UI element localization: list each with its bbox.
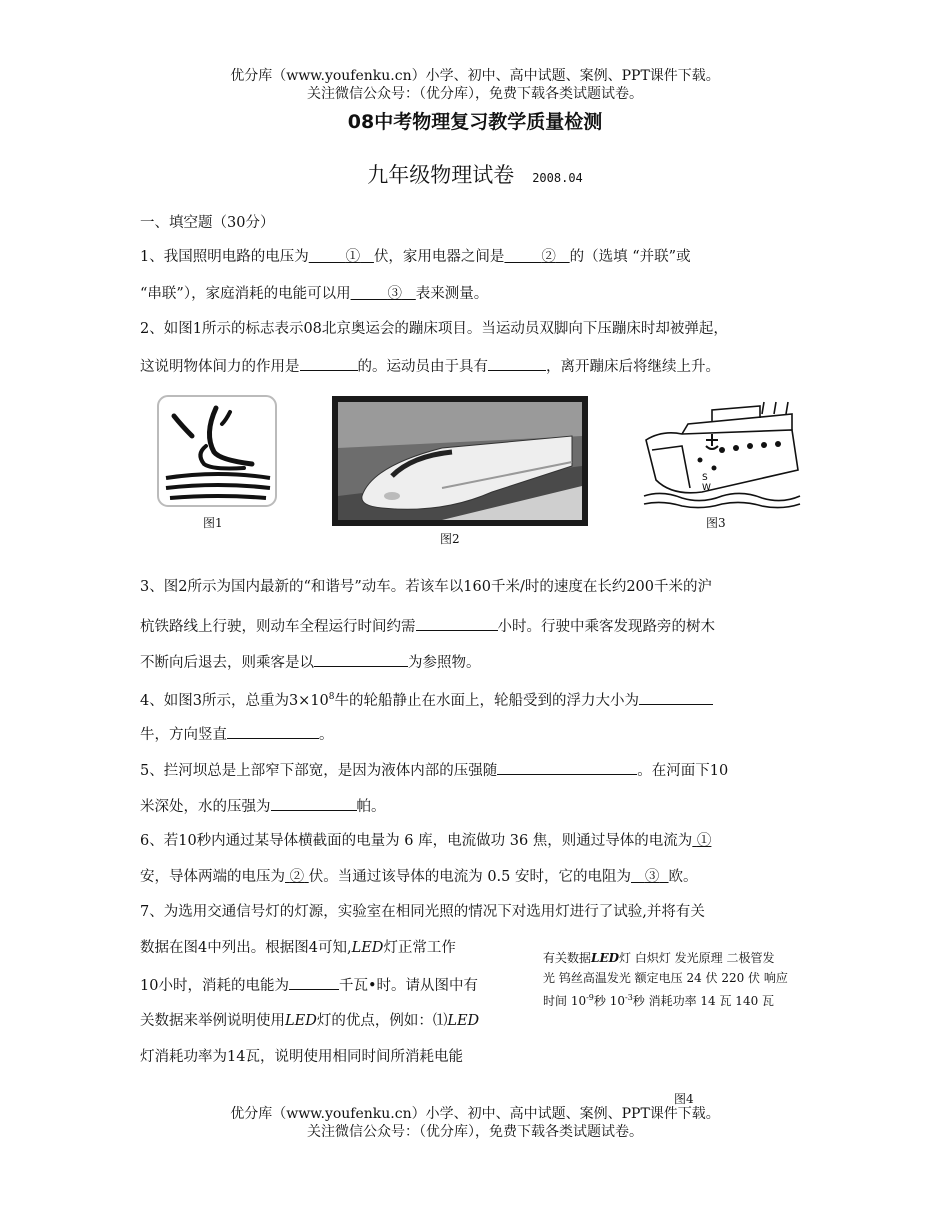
- q7-led-1: LED: [351, 940, 384, 956]
- q5-blank-1: [497, 760, 637, 775]
- q6-blank-1: [692, 833, 711, 849]
- q1-blank-3-label: ③: [387, 286, 402, 302]
- figure-2-train-photo: [332, 396, 588, 526]
- question-1-line-1: [140, 248, 691, 266]
- q6-text-a: 6、若10秒内通过某导体横截面的电量为 6 库，电流做功 36 焦，则通过导体的电流为: [140, 833, 693, 849]
- q2-text-a: 这说明物体间力的作用是: [140, 359, 300, 375]
- q4-text-c: 牛，方向竖直: [140, 727, 227, 743]
- q6-blank-3-label: ③: [644, 869, 660, 885]
- section-heading: 一、填空题（30分）: [140, 215, 275, 231]
- q3-text-a: 杭铁路线上行驶，则动车全程运行时间约需: [140, 619, 416, 635]
- q7-text-l2b: 灯正常工作: [383, 940, 456, 956]
- figure-1-trampoline-logo: [156, 394, 280, 510]
- q6-text-d: 伏。当通过该导体的电流为 0.5 安时，它的电阻为: [308, 869, 631, 885]
- q6-text-c: 安，导体两端的电压为: [140, 869, 285, 885]
- q5-text-d: 帕。: [356, 799, 386, 815]
- question-1-line-2: [140, 285, 488, 303]
- header-line-1: 优分库（www.youfenku.cn）小学、初中、高中试题、案例、PPT课件下载。: [230, 68, 720, 84]
- question-2-line-1: 2、如图1所示的标志表示08北京奥运会的蹦床项目。当运动员双脚向下压蹦床时却被弹起，: [140, 321, 728, 337]
- q1-text-a: 1、我国照明电路的电压为: [140, 249, 309, 265]
- q1-text-c: 伏，家用电器之间是: [373, 249, 505, 265]
- q6-blank-1-label: ①: [696, 833, 712, 849]
- question-7-line-4: [140, 1012, 479, 1030]
- q4-blank-2: [227, 724, 319, 739]
- question-5-line-2: [140, 796, 386, 816]
- table-text-5c: 秒 消耗功率 14 瓦 140 瓦: [632, 994, 775, 1008]
- q4-blank-1: [639, 690, 713, 705]
- question-6-line-1: [140, 832, 711, 850]
- question-3-line-1: 3、图2所示为国内最新的“和谐号”动车。若该车以160千米/时的速度在长约200千米的沪: [140, 579, 713, 595]
- footer-line-1: 优分库（www.youfenku.cn）小学、初中、高中试题、案例、PPT课件下载。: [230, 1106, 720, 1122]
- q6-blank-3: [631, 869, 669, 885]
- q2-text-b: 的。运动员由于具有: [357, 359, 488, 375]
- q3-blank-1: [416, 616, 498, 631]
- q7-blank-1: [289, 975, 339, 990]
- table-led-label: LED: [591, 951, 620, 965]
- table-text-3: 灯 白炽灯 发光原理 二极管发: [619, 951, 775, 965]
- q2-text-c: ，离开蹦床后将继续上升。: [546, 359, 720, 375]
- question-3-line-2: [140, 616, 715, 636]
- q6-blank-2-label: ②: [289, 869, 305, 885]
- q7-text-l3a: 10小时，消耗的电能为: [140, 978, 289, 994]
- q2-blank-2: [488, 356, 546, 371]
- ship-icon: [642, 400, 802, 510]
- question-6-line-2: [140, 868, 698, 886]
- q5-blank-2: [271, 796, 357, 811]
- figure-3-ship-drawing: [642, 400, 802, 510]
- q3-text-b: 小时。行驶中乘客发现路旁的树木: [497, 619, 715, 635]
- question-5-line-1: [140, 760, 728, 780]
- footer-line-2: 关注微信公众号：（优分库），免费下载各类试题试卷。: [307, 1124, 643, 1140]
- exam-title: 08中考物理复习教学质量检测: [347, 111, 603, 133]
- q1-text-e: “串联”），家庭消耗的电能可以用: [140, 286, 351, 302]
- svg-text:S: S: [702, 473, 708, 483]
- q5-text-b: 。在河面下10: [637, 763, 729, 779]
- q3-blank-2: [314, 652, 408, 667]
- q2-blank-1: [300, 356, 358, 371]
- table-sup-2: -3: [624, 993, 633, 1002]
- q4-text-b: 牛的轮船静止在水面上，轮船受到的浮力大小为: [334, 692, 640, 709]
- question-7-line-2: [140, 939, 456, 957]
- figure-4-caption: 图4: [674, 1092, 694, 1106]
- question-4-line-2: [140, 724, 334, 744]
- figure-3-caption: 图3: [706, 516, 726, 530]
- q1-text-f: 表来测量。: [415, 286, 489, 302]
- table-text-5b: 秒 10: [593, 994, 625, 1008]
- question-3-line-3: [140, 652, 481, 672]
- subtitle-text: 九年级物理试卷: [367, 163, 515, 187]
- q1-blank-2: [504, 249, 569, 265]
- question-7-line-3: [140, 975, 478, 995]
- q1-text-d: 的（选填 “并联”或: [569, 249, 691, 265]
- exam-subtitle: [0, 159, 950, 189]
- q7-led-2: LED: [285, 1013, 317, 1029]
- question-4-line-1: [140, 688, 713, 710]
- q3-text-d: 为参照物。: [408, 655, 481, 671]
- q7-text-l4b: 灯的优点，例如：⑴: [316, 1013, 448, 1029]
- trampoline-icon: [156, 394, 280, 510]
- figure-2-caption: 图2: [440, 532, 460, 546]
- q7-led-3: LED: [447, 1013, 480, 1029]
- q6-blank-2: [285, 869, 309, 885]
- figure-4-data-table: [543, 948, 833, 1011]
- q7-text-l2a: 数据在图4中列出。根据图4可知,: [140, 940, 352, 956]
- table-text-5a: 时间 10: [543, 994, 587, 1008]
- train-image: [332, 396, 588, 526]
- q6-text-e: 欧。: [668, 869, 698, 885]
- svg-text:W: W: [702, 483, 711, 493]
- question-7-line-1: 7、为选用交通信号灯的灯源，实验室在相同光照的情况下对选用灯进行了试验,并将有关: [140, 904, 705, 920]
- q1-blank-1: [309, 249, 374, 265]
- q4-text-d: 。: [319, 727, 334, 743]
- q5-text-c: 米深处，水的压强为: [140, 799, 271, 815]
- table-sup-1: -9: [586, 993, 594, 1002]
- header-line-2: 关注微信公众号：（优分库），免费下载各类试题试卷。: [307, 86, 643, 102]
- q7-text-l4a: 关数据来举例说明使用: [140, 1013, 285, 1029]
- question-7-line-5: 灯消耗功率为14瓦，说明使用相同时间所消耗电能: [140, 1049, 463, 1065]
- q5-text-a: 5、拦河坝总是上部窄下部宽，是因为液体内部的压强随: [140, 763, 498, 779]
- table-text-4: 光 钨丝高温发光 额定电压 24 伏 220 伏 响应: [543, 971, 788, 985]
- q1-blank-3: [351, 286, 416, 302]
- table-text-1: 有关数据: [543, 951, 592, 965]
- q1-blank-2-label: ②: [541, 249, 556, 265]
- q1-blank-1-label: ①: [345, 249, 361, 265]
- q7-text-l3b: 千瓦•时。请从图中有: [338, 978, 479, 994]
- q4-text-a: 4、如图3所示，总重为3×10: [140, 692, 329, 709]
- exam-date: 2008.04: [532, 171, 583, 185]
- q4-exponent: 8: [328, 692, 335, 702]
- q3-text-c: 不断向后退去，则乘客是以: [140, 655, 314, 671]
- question-2-line-2: [140, 356, 720, 376]
- figure-1-caption: 图1: [203, 516, 223, 530]
